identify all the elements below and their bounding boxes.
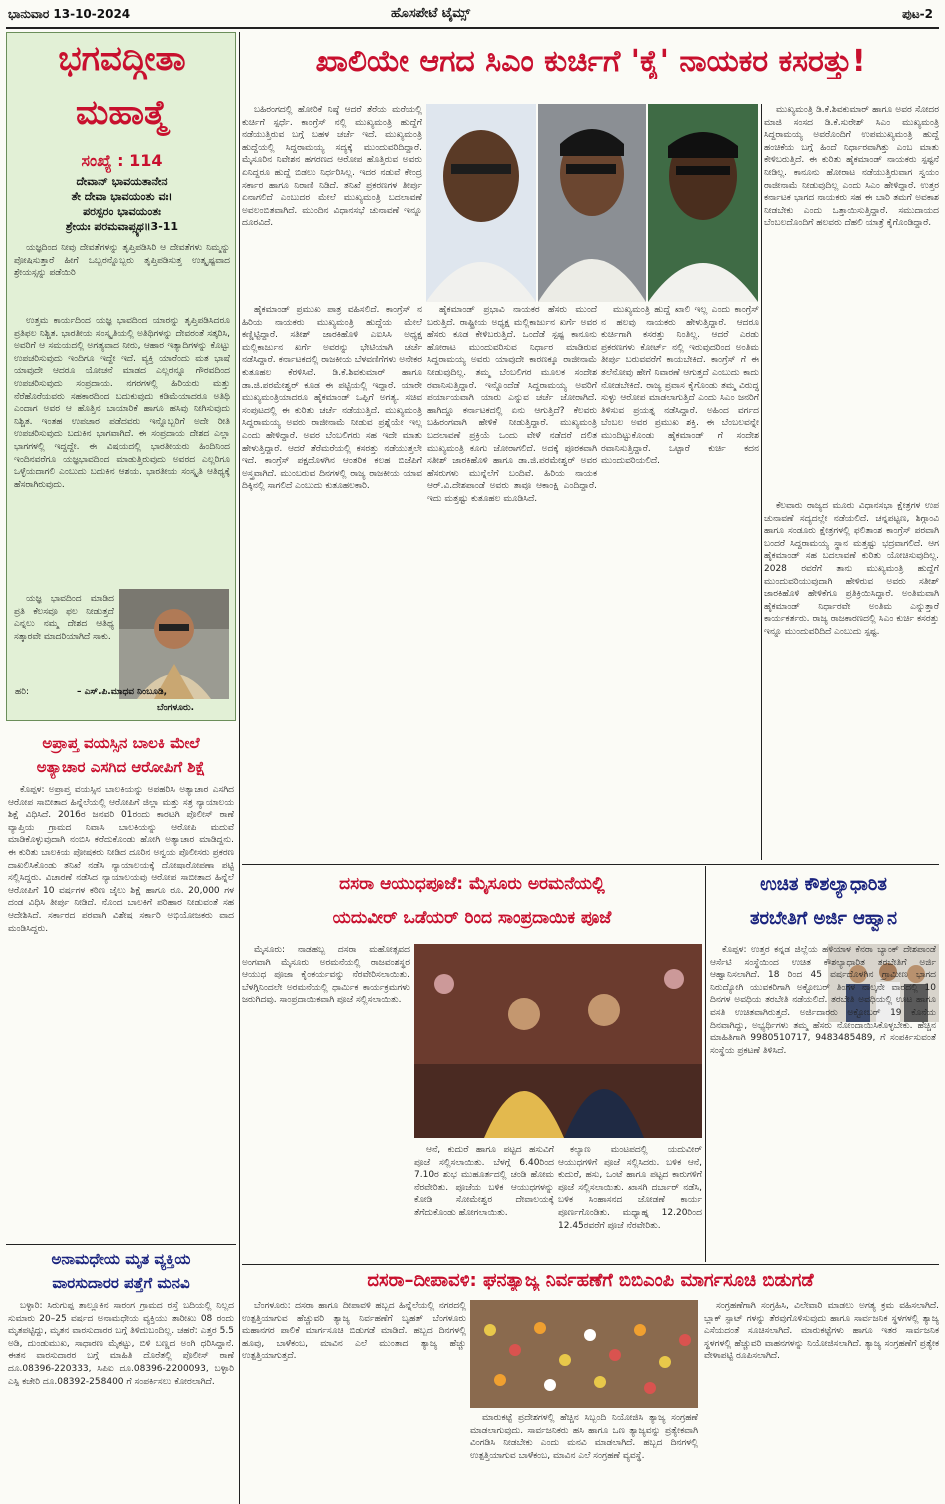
photo-yaduveer-wadiyar (414, 944, 702, 1138)
story-bbmp-body-col3-text: ಸಂಗ್ರಹಣೆಗಾಗಿ ಸಂಗ್ರಹಿಸಿ, ವಿಲೇವಾರಿ ಮಾಡಲು ಅಗತ್ಯ ಕ್ರಮ ವಹಿಸಲಾಗಿದೆ. ಬ್ಲಾಕ್ ಸ್ಪಾಟ್ ಗಳನ್ನು ತೆರವುಗೊಳಿಸುವುದು ಹಾಗೂ ಸಾರ್ವಜನಿಕ ಸ್ಥಳಗಳಲ್ಲಿ ತ್ಯಾಜ್ಯ ಎಸೆಯದಂತೆ ಸೂಚಿಸಲಾಗಿದೆ. ಮಾರುಕಟ್ಟೆಗಳು ಹಾಗೂ ಇತರ ಸಾರ್ವಜನಿಕ ಸ್ಥಳಗಳಲ್ಲಿ ಹೆಚ್ಚುವರಿ ವಾಹನಗಳನ್ನು ನಿಯೋಜಿಸಲಾಗಿದೆ. ತ್ಯಾಜ್ಯ ಸಂಗ್ರಹಣೆಗೆ ಪ್ರತ್ಯೇಕ ವೇಳಾಪಟ್ಟಿ ರೂಪಿಸಲಾಗಿದೆ. (704, 1301, 939, 1362)
story-bbmp-waste (242, 1266, 939, 1502)
photo-dk-shivakumar (538, 104, 646, 302)
gita-number: ಸಂಖ್ಯೆ : 114 (81, 151, 163, 170)
gita-body-main (14, 315, 230, 585)
story-skill-training (708, 868, 939, 1260)
story-dasara-body-col1 (242, 944, 410, 1256)
photo-siddaramaiah (426, 104, 536, 302)
section-rule (242, 864, 939, 865)
gita-sloka-line4: ಶ್ರೇಯಃ ಪರಮವಾಪ್ಸ್ಯಥ॥3-11 (65, 220, 179, 233)
story-dasara-body-col2 (414, 1144, 554, 1256)
gita-hari: ಹರಿ: (15, 687, 30, 697)
story-bbmp-body-col2-text: ಮಾರುಕಟ್ಟೆ ಪ್ರದೇಶಗಳಲ್ಲಿ ಹೆಚ್ಚಿನ ಸಿಬ್ಬಂದಿ ನಿಯೋಜಿಸಿ ತ್ಯಾಜ್ಯ ಸಂಗ್ರಹಣೆ ಮಾಡಲಾಗುವುದು. ಸಾರ್ವಜನಿಕರು ಹಸಿ ಹಾಗೂ ಒಣ ತ್ಯಾಜ್ಯವನ್ನು ಪ್ರತ್ಯೇಕವಾಗಿ ವಿಂಗಡಿಸಿ ನೀಡಬೇಕು ಎಂದು ಮನವಿ ಮಾಡಲಾಗಿದೆ. ಹಬ್ಬದ ದಿನಗಳಲ್ಲಿ ಉತ್ಪತ್ತಿಯಾಗುವ ಬಾಳೆಕಂಬ, ಮಾವಿನ ಎಲೆ ಸಂಗ್ರಹಣೆ ವ್ಯವಸ್ಥೆ. (470, 1413, 698, 1461)
column-rule (239, 32, 240, 1504)
lead-col2-text: ಹೈಕಮಾಂಡ್ ಪ್ರಭಾವಿ ನಾಯಕರ ಹೆಸರು ಮುಂದೆ ಬರುತ್ತಿದೆ. ರಾಷ್ಟ್ರೀಯ ಅಧ್ಯಕ್ಷ ಮಲ್ಲಿಕಾರ್ಜುನ ಖರ್ಗೆ ಅವರ ಹೆಸರು ಕೂಡ ಕೇಳಿಬರುತ್ತಿದೆ. ಒಂದೆಡೆ ಸ್ಪಷ್ಟ ಕಾನೂನು ಹೋರಾಟ ಮುಂದುವರಿಸುವ ನಿರ್ಧಾರ ಮಾಡಿರುವ ಸಿದ್ದರಾಮಯ್ಯ ಅವರು ಯಾವುದೇ ಕಾರಣಕ್ಕೂ ರಾಜೀನಾಮೆ ನೀಡುವುದಿಲ್ಲ. ತಮ್ಮ ಬೆಂಬಲಿಗರ ಮೂಲಕ ಸಂದೇಶ ರವಾನಿಸುತ್ತಿದ್ದಾರೆ. ಇನ್ನೊಂದೆಡೆ ಸಿದ್ದರಾಮಯ್ಯ ಅವರಿಗೆ ಪರ್ಯಾಯವಾಗಿ ಯಾರು ಎನ್ನುವ ಚರ್ಚೆ ಜೋರಾಗಿದೆ. ಹಾಗಿದ್ದೂ ಕರ್ನಾಟಕದಲ್ಲಿ ಏನು ಆಗುತ್ತಿದೆ? ಕೆಲವರು ಬಹಿರಂಗವಾಗಿ ಹೇಳಿಕೆ ನೀಡುತ್ತಿದ್ದಾರೆ. ಮುಖ್ಯಮಂತ್ರಿ ಬದಲಾವಣೆ ಪ್ರಕ್ರಿಯೆ ಒಂದು ವೇಳೆ ನಡೆದರೆ ದಲಿತ ಮುಖ್ಯಮಂತ್ರಿ ಕೂಗು ಜೋರಾಗಲಿದೆ. ಅದಕ್ಕೆ ಪೂರಕವಾಗಿ ಸತೀಶ್ ಜಾರಕಿಹೊಳಿ ಹಾಗೂ ಡಾ.ಜಿ.ಪರಮೇಶ್ವರ್ ಅವರ ಹೆಸರುಗಳು ಮುನ್ನೆಲೆಗೆ ಬಂದಿವೆ. ಹಿರಿಯ ನಾಯಕ ಆರ್.ವಿ.ದೇಶಪಾಂಡೆ ಅವರು ತಾವೂ ಆಕಾಂಕ್ಷಿ ಎಂದಿದ್ದಾರೆ. ಇದು ಮತ್ತಷ್ಟು ಕುತೂಹಲ ಮೂಡಿಸಿದೆ. (427, 305, 597, 504)
lead-col4-top-text: ಮುಖ್ಯಮಂತ್ರಿ ಡಿ.ಕೆ.ಶಿವಕುಮಾರ್ ಹಾಗೂ ಅವರ ಸೋದರ ಮಾಜಿ ಸಂಸದ ಡಿ.ಕೆ.ಸುರೇಶ್ ಸಿಎಂ ಮುಖ್ಯಮಂತ್ರಿ ಸಿದ್ದರಾಮಯ್ಯ ಅವರೊಂದಿಗೆ ಉಪಮುಖ್ಯಮಂತ್ರಿ ಹುದ್ದೆ ಹಂಚಿಕೆಯ ಬಗ್ಗೆ ಹಿಂದೆ ನಿರ್ಧಾರವಾಗಿತ್ತು ಎಂಬ ಮಾತು ಕೇಳಿಬರುತ್ತಿದೆ. ಈ ಕುರಿತು ಹೈಕಮಾಂಡ್ ನಾಯಕರು ಸ್ಪಷ್ಟನೆ ನೀಡಿಲ್ಲ. ಕಾನೂನು ಹೋರಾಟ ನಡೆಯುತ್ತಿರುವಾಗ ಸ್ವಯಂ ರಾಜೀನಾಮೆ ನೀಡುವುದಿಲ್ಲ ಎಂದು ಸಿಎಂ ಹೇಳಿದ್ದಾರೆ. ಉತ್ತರ ಕರ್ನಾಟಕ ಭಾಗದ ನಾಯಕರು ಸಹ ಈ ಬಾರಿ ತಮಗೆ ಅವಕಾಶ ನೀಡಬೇಕು ಎಂದು ಒತ್ತಾಯಿಸುತ್ತಿದ್ದಾರೆ. ಸಮುದಾಯದ ಬೆಂಬಲದೊಂದಿಗೆ ಹಲವರು ದೆಹಲಿ ಯಾತ್ರೆ ಕೈಗೊಂಡಿದ್ದಾರೆ. (764, 105, 939, 229)
story-dasara-body-col2-text: ಆನೆ, ಕುದುರೆ ಹಾಗೂ ಪಟ್ಟದ ಹಸುವಿಗೆ ಪೂಜೆ ಸಲ್ಲಿಸಲಾಯಿತು. ಬೆಳಗ್ಗೆ 6.40ರಿಂದ 7.10ರ ಶುಭ ಮುಹೂರ್ತದಲ್ಲಿ ಚಂಡಿ ಹೋಮ ನೆರವೇರಿತು. ಪೂಜೆಯ ಬಳಿಕ ಆಯುಧಗಳನ್ನು ಕೋಡಿ ಸೋಮೇಶ್ವರ ದೇವಾಲಯಕ್ಕೆ ತೆಗೆದುಕೊಂಡು ಹೋಗಲಾಯಿತು. (414, 1145, 554, 1218)
story-bbmp-body-col2 (470, 1412, 698, 1500)
lead-col4-bottom (764, 500, 939, 860)
story-bbmp-body-col1 (242, 1300, 466, 1500)
story-bbmp-body-col1-text: ಬೆಂಗಳೂರು: ದಸರಾ ಹಾಗೂ ದೀಪಾವಳಿ ಹಬ್ಬದ ಹಿನ್ನೆಲೆಯಲ್ಲಿ ನಗರದಲ್ಲಿ ಉತ್ಪತ್ತಿಯಾಗುವ ಹೆಚ್ಚುವರಿ ತ್ಯಾಜ್ಯ ನಿರ್ವಹಣೆಗೆ ಬೃಹತ್ ಬೆಂಗಳೂರು ಮಹಾನಗರ ಪಾಲಿಕೆ ಮಾರ್ಗಸೂಚಿ ಬಿಡುಗಡೆ ಮಾಡಿದೆ. ಹಬ್ಬದ ದಿನಗಳಲ್ಲಿ ಹೂವು, ಬಾಳೆಕಂಬ, ಮಾವಿನ ಎಲೆ ಮುಂತಾದ ತ್ಯಾಜ್ಯ ಹೆಚ್ಚು ಉತ್ಪತ್ತಿಯಾಗುತ್ತದೆ. (242, 1301, 466, 1362)
story-dasara-ayudhapuja (242, 868, 702, 1260)
story-dasara-headline-line2: ಯದುವೀರ್ ಒಡೆಯರ್ ರಿಂದ ಸಾಂಪ್ರದಾಯಿಕ ಪೂಜೆ (332, 908, 612, 928)
author-photo (119, 589, 229, 699)
story-unidentified-body (6, 1248, 236, 1500)
story-assault-headline-line1: ಅಪ್ರಾಪ್ತ ವಯಸ್ಸಿನ ಬಾಲಕಿ ಮೇಲೆ (42, 734, 200, 752)
page-header (6, 4, 939, 26)
lead-col4-top (764, 104, 939, 500)
gita-body-intro-text: ಯಜ್ಞದಿಂದ ನೀವು ದೇವತೆಗಳನ್ನು ತೃಪ್ತಿಪಡಿಸಿರಿ ಆ ದೇವತೆಗಳು ನಿಮ್ಮನ್ನು ಪೋಷಿಸುತ್ತಾರೆ ಹೀಗೆ ಒಬ್ಬರನ್ನೊಬ್ಬರು ತೃಪ್ತಿಪಡಿಸುತ್ತ ಉತ್ಕೃಷ್ಟವಾದ ಶ್ರೇಯಸ್ಸನ್ನು ಪಡೆಯಿರಿ (14, 243, 230, 279)
story-unidentified-text: ಬಳ್ಳಾರಿ: ಸಿರುಗುಪ್ಪ ತಾಲ್ಲೂಕಿನ ಸಾರಂಗ ಗ್ರಾಮದ ರಸ್ತೆ ಬದಿಯಲ್ಲಿ ನಿಲ್ಲದ ಸುಮಾರು 20–25 ವರ್ಷದ ಅನಾಮಧೇಯ ವ್ಯಕ್ತಿಯು ತಾರೀಖು 08 ರಂದು ಮೃತಪಟ್ಟಿದ್ದು, ಮೃತನ ವಾರಸುದಾರರ ಬಗ್ಗೆ ತಿಳಿದುಬಂದಿಲ್ಲ. ಚಹರೆ: ಎತ್ತರ 5.5 ಅಡಿ, ದುಂಡುಮುಖ, ಸಾಧಾರಣ ಮೈಕಟ್ಟು, ಬಿಳಿ ಬಣ್ಣದ ಅಂಗಿ ಧರಿಸಿದ್ದಾನೆ. ಈತನ ವಾರಸುದಾರರ ಬಗ್ಗೆ ಮಾಹಿತಿ ದೊರೆತಲ್ಲಿ ಪೊಲೀಸ್ ಠಾಣೆ ದೂ.08396-220333, ಸಿಪಿಐ ದೂ.08396-2200093, ಬಳ್ಳಾರಿ ಎಸ್ಪಿ ಕಚೇರಿ ದೂ.08392-258400 ಗೆ ಸಂಪರ್ಕಿಸಲು ಕೋರಲಾಗಿದೆ. (8, 1301, 234, 1387)
photo-parameshwar (648, 104, 758, 302)
column-rule (705, 866, 706, 1262)
story-dasara-body-col3-text: ಕಲ್ಯಾಣ ಮಂಟಪದಲ್ಲಿ ಯದುವೀರ್ ಆಯುಧಗಳಿಗೆ ಪೂಜೆ ಸಲ್ಲಿಸಿದರು. ಬಳಿಕ ಆನೆ, ಕುದುರೆ, ಹಸು, ಒಂಟೆ ಹಾಗೂ ಪಟ್ಟದ ಕಾರುಗಳಿಗೆ ಪೂಜೆ ಸಲ್ಲಿಸಲಾಯಿತು. ಖಾಸಗಿ ದರ್ಬಾರ್ ನಡೆಸಿ, ಬಳಿಕ ಸಿಂಹಾಸನದ ಜೋಡಣೆ ಕಾರ್ಯ ಪೂರ್ಣಗೊಂಡಿತು. ಮಧ್ಯಾಹ್ನ 12.20ರಿಂದ 12.45ರವರೆಗೆ ಪೂಜೆ ನೆರವೇರಿತು. (558, 1145, 702, 1231)
story-unidentified-headline-line2: ವಾರಸುದಾರರ ಪತ್ತೆಗೆ ಮನವಿ (52, 1274, 190, 1292)
gita-body-intro (14, 242, 230, 310)
gita-body-main-text: ಉತ್ತಮ ಕಾರ್ಯದಿಂದ ಯಜ್ಞ ಭಾವದಿಂದ ಯಾರನ್ನು ತೃಪ್ತಿಪಡಿಸಿದರೂ ಪ್ರತಿಫಲ ನಿಶ್ಚಿತ. ಭಾರತೀಯ ಸಂಸ್ಕೃತಿಯಲ್ಲಿ ಅತಿಥಿಗಳನ್ನು ದೇವರಂತೆ ಸತ್ಕರಿಸಿ, ಅವರಿಗೆ ಆ ಸಮಯದಲ್ಲಿ ಅಗತ್ಯವಾದ ನೀರು, ಆಹಾರ ಇತ್ಯಾದಿಗಳನ್ನು ಕೊಟ್ಟು ಉಪಚರಿಸುವುದು ಇಂದಿಗೂ ಇದ್ದೇ ಇದೆ. ವ್ಯಕ್ತಿ ಯಾರೆಂದು ಮತ ಭಾಷೆ ಯಾವುದೇ ಆದರೂ ಯೋಚನೆ ಮಾಡದ ಎಲ್ಲರನ್ನೂ ಗೌರವದಿಂದ ಉಪಚರಿಸುವುದು ಸಂಪ್ರದಾಯ. ನಗರಗಳಲ್ಲಿ ಹಿರಿಯರು ಮತ್ತು ನೆರೆಹೊರೆಯವರು ಸಹಕಾರದಿಂದ ಬದುಕುವುದು ಕಡಿಮೆಯಾದರೂ ಅತಿಥಿ ಎಂದಾಗ ಅವರ ಆ ಹೊತ್ತಿನ ಬಾಯಾರಿಕೆ ಹಾಗೂ ಹಸಿವು ನೀಗಿಸುವುದು ನಿಶ್ಚಿತ. ಇಂತಹ ಉಪಚಾರ ಪಡೆದವರು ಇನ್ನೊಬ್ಬರಿಗೆ ಅದೇ ರೀತಿ ಉಪಚರಿಸುವುದು ಬದುಕಿನ ಭಾಗವಾಗಿದೆ. ಈ ಸಂಪ್ರದಾಯ ದೇಶದ ಎಲ್ಲಾ ಭಾಗಗಳಲ್ಲಿ ಇದ್ದದ್ದೇ. ಈ ವಿಷಯದಲ್ಲಿ ಭಾರತೀಯರು ಹಿಂದಿನಿಂದ ಇಂದಿನವರೆಗೂ ಯಜ್ಞಭಾವದಿಂದ ಮಾಡುತ್ತಿರುವುದು ಅವರದ ಎಲ್ಲರಿಗೂ ಒಳ್ಳೆಯದಾಗಲಿ ಎಂಬುದು ಬದುಕಿನ ಆಶಯ. ಭಾರತೀಯ ಸಂಸ್ಕೃತಿ ಆತಿಥ್ಯಕ್ಕೆ ಹೆಸರಾಗಿರುವುದು. (14, 316, 230, 490)
story-dasara-headline-line1: ದಸರಾ ಆಯುಧಪೂಜೆ: ಮೈಸೂರು ಅರಮನೆಯಲ್ಲಿ (339, 874, 605, 894)
story-dasara-body-col3 (558, 1144, 702, 1256)
gita-author: – ಎಸ್.ಪಿ.ಮಾಧವ ನಿಂಬೂಡಿ, (77, 687, 168, 697)
story-assault-verdict (6, 726, 236, 1246)
story-assault-body-text: ಕೊಪ್ಪಳ: ಅಪ್ರಾಪ್ತ ವಯಸ್ಸಿನ ಬಾಲಕಿಯನ್ನು ಅಪಹರಿಸಿ ಅತ್ಯಾಚಾರ ಎಸಗಿದ ಆರೋಪ ಸಾಬೀತಾದ ಹಿನ್ನೆಲೆಯಲ್ಲಿ ಆರೋಪಿಗೆ ಜಿಲ್ಲಾ ಮತ್ತು ಸತ್ರ ನ್ಯಾಯಾಲಯ ಶಿಕ್ಷೆ ವಿಧಿಸಿದೆ. 2016ರ ಜನವರಿ 01ರಂದು ಕಾರಟಗಿ ಪೊಲೀಸ್ ಠಾಣೆ ವ್ಯಾಪ್ತಿಯ ಗ್ರಾಮದ ನಿವಾಸಿ ಬಾಲಕಿಯನ್ನು ಆರೋಪಿ ಮದುವೆ ಮಾಡಿಕೊಳ್ಳುವುದಾಗಿ ನಂಬಿಸಿ ಕರೆದುಕೊಂಡು ಹೋಗಿ ಅತ್ಯಾಚಾರ ಮಾಡಿದ್ದನು. ಈ ಕುರಿತು ಬಾಲಕಿಯ ಪೋಷಕರು ನೀಡಿದ ದೂರಿನ ಅನ್ವಯ ಪೊಲೀಸರು ಪ್ರಕರಣ ದಾಖಲಿಸಿಕೊಂಡು ತನಿಖೆ ನಡೆಸಿ ನ್ಯಾಯಾಲಯಕ್ಕೆ ದೋಷಾರೋಪಣಾ ಪಟ್ಟಿ ಸಲ್ಲಿಸಿದ್ದರು. ವಿಚಾರಣೆ ನಡೆಸಿದ ನ್ಯಾಯಾಲಯವು ಆರೋಪ ಸಾಬೀತಾದ ಹಿನ್ನೆಲೆ ಆರೋಪಿಗೆ 10 ವರ್ಷಗಳ ಕಠಿಣ ಜೈಲು ಶಿಕ್ಷೆ ಹಾಗೂ ರೂ. 20,000 ಗಳ ದಂಡ ವಿಧಿಸಿ ತೀರ್ಪು ನೀಡಿದೆ. ನೊಂದ ಬಾಲಕಿಗೆ ಪರಿಹಾರ ನೀಡುವಂತೆ ಸಹ ಆದೇಶಿಸಿದೆ. ಸರ್ಕಾರದ ಪರವಾಗಿ ವಿಶೇಷ ಸರ್ಕಾರಿ ಅಭಿಯೋಜಕರು ವಾದ ಮಂಡಿಸಿದ್ದರು. (8, 785, 234, 934)
gita-body-closing (14, 593, 114, 701)
story-dasara-body-col1-text: ಮೈಸೂರು: ನಾಡಹಬ್ಬ ದಸರಾ ಮಹೋತ್ಸವದ ಅಂಗವಾಗಿ ಮೈಸೂರು ಅರಮನೆಯಲ್ಲಿ ರಾಜವಂಶಸ್ಥರ ಆಯುಧ ಪೂಜಾ ಕೈಂಕರ್ಯವನ್ನು ನೆರವೇರಿಸಲಾಯಿತು. ಬೆಳಗ್ಗಿನಿಂದಲೇ ಅರಮನೆಯಲ್ಲಿ ಧಾರ್ಮಿಕ ಕಾರ್ಯಕ್ರಮಗಳು ಜರುಗಿದವು. ಸಾಂಪ್ರದಾಯಿಕವಾಗಿ ಪೂಜೆ ಸಲ್ಲಿಸಲಾಯಿತು. (242, 945, 410, 1006)
lead-col3 (601, 304, 759, 860)
story-unidentified-headline-line1: ಅನಾಮಧೇಯ ಮೃತ ವ್ಯಕ್ತಿಯ (51, 1250, 191, 1268)
lead-col2 (427, 304, 597, 860)
lead-col1-top (242, 104, 422, 300)
header-page-number: ಪುಟ-2 (902, 7, 933, 21)
lead-headline: ಖಾಲಿಯೇ ಆಗದ ಸಿಎಂ ಕುರ್ಚಿಗೆ 'ಕೈ' ನಾಯಕರ ಕಸರತ್ತು! (315, 44, 866, 79)
lead-col1-top-text: ಬಹಿರಂಗದಲ್ಲಿ ಹೋರಿಕೆ ನಿಷ್ಠೆ ಆದರೆ ತೆರೆಯ ಮರೆಯಲ್ಲಿ ಕುರ್ಚಿಗೆ ಸ್ಪರ್ಧೆ. ಕಾಂಗ್ರೆಸ್ ನಲ್ಲಿ ಮುಖ್ಯಮಂತ್ರಿ ಹುದ್ದೆಗೆ ನಡೆಯುತ್ತಿರುವ ಬಗ್ಗೆ ಬಹಳ ಚರ್ಚೆ ಇದೆ. ಮುಖ್ಯಮಂತ್ರಿ ಹುದ್ದೆಯಲ್ಲಿ ಸಿದ್ದರಾಮಯ್ಯ ಸದ್ಯಕ್ಕೆ ಮುಂದುವರಿದಿದ್ದಾರೆ. ಮೈಸೂರಿನ ನಿವೇಶನ ಹಗರಣದ ಆರೋಪ ಹೊತ್ತಿರುವ ಅವರು ಏನಿದ್ದರೂ ಹುದ್ದೆ ಬಿಡಲು ನಿರ್ಧರಿಸಿಲ್ಲ. ಇದರ ನಡುವೆ ಕೇಂದ್ರ ಸರ್ಕಾರ ಹಾಗೂ ನಿರಾಣಿ ನಿಡಿದೆ. ತನಿಖೆ ಪ್ರಕರಣಗಳ ತೀರ್ಪು ಏನಾಗಲಿದೆ ಎಂಬುದರ ಮೇಲೆ ಮುಖ್ಯಮಂತ್ರಿ ಬದಲಾವಣೆ ಅವಲಂಬಿತವಾಗಿದೆ. ಮುಂದಿನ ವಿಧಾನಸಭೆ ಚುನಾವಣೆ ಇನ್ನೂ ದೂರವಿದೆ. (242, 105, 422, 229)
story-training-body (710, 944, 936, 1256)
story-unidentified-text-block (8, 1300, 234, 1496)
gita-place: ಬೆಂಗಳೂರು. (157, 703, 195, 713)
gita-sloka-line1: ದೇವಾನ್ ಭಾವಯತಾನೇನ (76, 175, 168, 188)
lead-col1-bottom-text: ಹೈಕಮಾಂಡ್ ಪ್ರಮುಖ ಪಾತ್ರ ವಹಿಸಲಿದೆ. ಕಾಂಗ್ರೆಸ್ ನ ಹಿರಿಯ ನಾಯಕರು ಮುಖ್ಯಮಂತ್ರಿ ಹುದ್ದೆಯ ಮೇಲೆ ಕಣ್ಣಿಟ್ಟಿದ್ದಾರೆ. ಸತೀಶ್ ಜಾರಕಿಹೊಳಿ ಎಐಸಿಸಿ ಅಧ್ಯಕ್ಷ ಮಲ್ಲಿಕಾರ್ಜುನ ಖರ್ಗೆ ಅವರನ್ನು ಭೇಟಿಯಾಗಿ ಚರ್ಚೆ ನಡೆಸಿದ್ದಾರೆ. ಕರ್ನಾಟಕದಲ್ಲಿ ರಾಜಕೀಯ ಬೆಳವಣಿಗೆಗಳು ಅನೇಕರ ಕುತೂಹಲ ಕೆರಳಿಸಿವೆ. ಡಿ.ಕೆ.ಶಿವಕುಮಾರ್ ಹಾಗೂ ಡಾ.ಜಿ.ಪರಮೇಶ್ವರ್ ಕೂಡ ಈ ಪಟ್ಟಿಯಲ್ಲಿ ಇದ್ದಾರೆ. ಯಾರೇ ಮುಖ್ಯಮಂತ್ರಿಯಾದರೂ ಹೈಕಮಾಂಡ್ ಒಪ್ಪಿಗೆ ಅಗತ್ಯ. ಸಚಿವ ಸಂಪುಟದಲ್ಲಿ ಈ ಕುರಿತು ಚರ್ಚೆ ನಡೆಯುತ್ತಿದೆ. ಮುಖ್ಯಮಂತ್ರಿ ಸಿದ್ದರಾಮಯ್ಯ ಅವರು ರಾಜೀನಾಮೆ ನೀಡುವ ಪ್ರಶ್ನೆಯೇ ಇಲ್ಲ ಎಂದು ಹೇಳಿದ್ದಾರೆ. ಅವರ ಬೆಂಬಲಿಗರು ಸಹ ಇದೇ ಮಾತು ಹೇಳುತ್ತಿದ್ದಾರೆ. ಆದರೆ ತೆರೆಮರೆಯಲ್ಲಿ ಕಸರತ್ತು ನಡೆಯುತ್ತಲೇ ಇದೆ. ಕಾಂಗ್ರೆಸ್ ಪಕ್ಷದೊಳಗಿನ ಆಂತರಿಕ ಕಲಹ ಬಿಜೆಪಿಗೆ ಅಸ್ತ್ರವಾಗಿದೆ. ಮುಂಬರುವ ದಿನಗಳಲ್ಲಿ ರಾಜ್ಯ ರಾಜಕೀಯ ಯಾವ ದಿಕ್ಕಿನಲ್ಲಿ ಸಾಗಲಿದೆ ಎಂಬುದು ಕುತೂಹಲಕಾರಿ. (242, 305, 422, 492)
header-rule (6, 27, 939, 29)
story-training-headline-line2: ತರಬೇತಿಗೆ ಅರ್ಜಿ ಆಹ್ವಾನ (749, 908, 897, 929)
lead-col1-bottom (242, 304, 422, 860)
section-rule (6, 1244, 236, 1245)
photo-flower-market (470, 1300, 698, 1408)
story-bbmp-body-col3 (704, 1300, 939, 1500)
story-bbmp-headline: ದಸರಾ–ದೀಪಾವಳಿ: ಘನತ್ಯಾಜ್ಯ ನಿರ್ವಹಣೆಗೆ ಬಿಬಿಎಂಪಿ ಮಾರ್ಗಸೂಚಿ ಬಿಡುಗಡೆ (367, 1270, 814, 1291)
gita-body-closing-text: ಯಜ್ಞ ಭಾವದಿಂದ ಮಾಡಿದ ಪ್ರತಿ ಕೆಲಸವೂ ಫಲ ನೀಡುತ್ತದೆ ಎನ್ನಲು ನಮ್ಮ ದೇಶದ ಆತಿಥ್ಯ ಸತ್ಕಾರವೇ ಮಾದರಿಯಾಗಿದೆ ಸಾಕು. (14, 594, 114, 642)
story-assault-body (8, 784, 234, 1242)
story-training-headline-line1: ಉಚಿತ ಕೌಶಲ್ಯಾಧಾರಿತ (760, 874, 887, 895)
story-training-body-text: ಕೊಪ್ಪಳ: ಉತ್ತರ ಕನ್ನಡ ಜಿಲ್ಲೆಯ ಹಳಿಯಾಳ ಕೆನರಾ ಬ್ಯಾಂಕ್ ದೇಶಪಾಂಡೆ ಆರ್ಸೆಟಿ ಸಂಸ್ಥೆಯಿಂದ ಉಚಿತ ಕೌಶಲ್ಯಾಧಾರಿತ ತರಬೇತಿಗೆ ಅರ್ಜಿ ಆಹ್ವಾನಿಸಲಾಗಿದೆ. 18 ರಿಂದ 45 ವರ್ಷದೊಳಗಿನ ಗ್ರಾಮೀಣ ಭಾಗದ ನಿರುದ್ಯೋಗಿ ಯುವಕರಿಗಾಗಿ ಅಕ್ಟೋಬರ್ ತಿಂಗಳ ನಾಲ್ಕನೇ ವಾರದಲ್ಲಿ 10 ದಿನಗಳ ಅವಧಿಯ ತರಬೇತಿ ನಡೆಯಲಿದೆ. ತರಬೇತಿ ಅವಧಿಯಲ್ಲಿ ಊಟ ಹಾಗೂ ವಸತಿ ಉಚಿತವಾಗಿರುತ್ತದೆ. ಅರ್ಜಿದಾರರು ಅಕ್ಟೋಬರ್ 19 ಕೊನೆಯ ದಿನವಾಗಿದ್ದು, ಅಭ್ಯರ್ಥಿಗಳು ತಮ್ಮ ಹೆಸರು ನೋಂದಾಯಿಸಿಕೊಳ್ಳಬೇಕು. ಹೆಚ್ಚಿನ ಮಾಹಿತಿಗಾಗಿ 9980510717, 9483485489, ಗೆ ಸಂಪರ್ಕಿಸುವಂತೆ ಸಂಸ್ಥೆಯ ಪ್ರಕಟಣೆ ತಿಳಿಸಿದೆ. (710, 945, 936, 1056)
header-paper-name: ಹೊಸಪೇಟೆ ಟೈಮ್ಸ್ (391, 6, 471, 21)
lead-col3-text: ಮುಖ್ಯಮಂತ್ರಿ ಹುದ್ದೆ ಖಾಲಿ ಇಲ್ಲ ಎಂದು ಕಾಂಗ್ರೆಸ್ ನ ಹಲವು ನಾಯಕರು ಹೇಳುತ್ತಿದ್ದಾರೆ. ಆದರೂ ಕುರ್ಚಿಗಾಗಿ ಕಸರತ್ತು ನಿಂತಿಲ್ಲ. ಆದರೆ ಎರಡು ಪ್ರಕರಣಗಳು ಕೋರ್ಟ್ ನಲ್ಲಿ ಇರುವುದರಿಂದ ಅಂತಿಮ ತೀರ್ಪು ಬರುವವರೆಗೆ ಕಾಯಬೇಕಿದೆ. ಕಾಂಗ್ರೆಸ್ ಗೆ ಈ ತಲೆನೋವು ಹೇಗೆ ನಿವಾರಣೆ ಆಗುತ್ತದೆ ಎಂಬುದು ಕಾದು ನೋಡಬೇಕಿದೆ. ರಾಜ್ಯ ಪ್ರವಾಸ ಕೈಗೊಂಡು ತಮ್ಮ ವಿರುದ್ಧ ಸುಳ್ಳು ಆರೋಪ ಮಾಡಲಾಗುತ್ತಿದೆ ಎಂದು ಸಿಎಂ ಜನರಿಗೆ ತಿಳಿಸುವ ಪ್ರಯತ್ನ ನಡೆಸಿದ್ದಾರೆ. ಅಹಿಂದ ವರ್ಗದ ಬೆಂಬಲ ಅವರ ಪ್ರಮುಖ ಶಕ್ತಿ. ಈ ಬೆಂಬಲವನ್ನೇ ಮುಂದಿಟ್ಟುಕೊಂಡು ಹೈಕಮಾಂಡ್ ಗೆ ಸಂದೇಶ ರವಾನಿಸುತ್ತಿದ್ದಾರೆ. ಒಟ್ಟಾರೆ ಕುರ್ಚಿ ಕದನ ಮುಂದುವರಿಯಲಿದೆ. (601, 305, 759, 467)
gita-sloka-line3: ಪರಸ್ಪರಂ ಭಾವಯಂತಃ (83, 205, 161, 218)
header-date: ಭಾನುವಾರ 13-10-2024 (8, 7, 131, 21)
gita-box (6, 32, 236, 721)
lead-col4-bottom-text: ಕೆಲವಾರು ರಾಜ್ಯದ ಮೂರು ವಿಧಾನಸಭಾ ಕ್ಷೇತ್ರಗಳ ಉಪ ಚುನಾವಣೆ ಸದ್ಯದಲ್ಲೇ ನಡೆಯಲಿದೆ. ಚನ್ನಪಟ್ಟಣ, ಶಿಗ್ಗಾಂವಿ ಹಾಗೂ ಸಂಡೂರು ಕ್ಷೇತ್ರಗಳಲ್ಲಿ ಫಲಿತಾಂಶ ಕಾಂಗ್ರೆಸ್ ಪರವಾಗಿ ಬಂದರೆ ಸಿದ್ದರಾಮಯ್ಯ ಸ್ಥಾನ ಮತ್ತಷ್ಟು ಭದ್ರವಾಗಲಿದೆ. ಆಗ ಹೈಕಮಾಂಡ್ ಸಹ ಬದಲಾವಣೆ ಕುರಿತು ಯೋಚಿಸುವುದಿಲ್ಲ. 2028 ರವರೆಗೆ ತಾನು ಮುಖ್ಯಮಂತ್ರಿ ಹುದ್ದೆಗೆ ಮುಂದುವರಿಯುವುದಾಗಿ ಹೇಳಿರುವ ಅವರು ಸತೀಶ್ ಜಾರಕಿಹೊಳಿ ಹೇಳಿಕೆಗೂ ಪ್ರತಿಕ್ರಿಯಿಸಿದ್ದಾರೆ. ಅಂತಿಮವಾಗಿ ಹೈಕಮಾಂಡ್ ನಿರ್ಧಾರವೇ ಅಂತಿಮ ಎನ್ನುತ್ತಾರೆ ಕಾರ್ಯಕರ್ತರು. ರಾಜ್ಯ ರಾಜಕಾರಣದಲ್ಲಿ ಸಿಎಂ ಕುರ್ಚಿ ಕಸರತ್ತು ಇನ್ನೂ ಮುಂದುವರಿದಿದೆ ಎಂಬುದು ಸ್ಪಷ್ಟ. (764, 501, 939, 637)
gita-title-line2: ಮಹಾತ್ಮೆ (76, 93, 168, 133)
gita-title-line1: ಭಗವದ್ಗೀತಾ (58, 39, 186, 79)
section-rule (242, 1264, 939, 1265)
gita-sloka-line2: ತೇ ದೇವಾ ಭಾವಯಂತು ವಃ। (71, 190, 173, 203)
column-rule (761, 104, 762, 860)
story-assault-headline-line2: ಅತ್ಯಾಚಾರ ಎಸಗಿದ ಆರೋಪಿಗೆ ಶಿಕ್ಷೆ (36, 758, 206, 776)
